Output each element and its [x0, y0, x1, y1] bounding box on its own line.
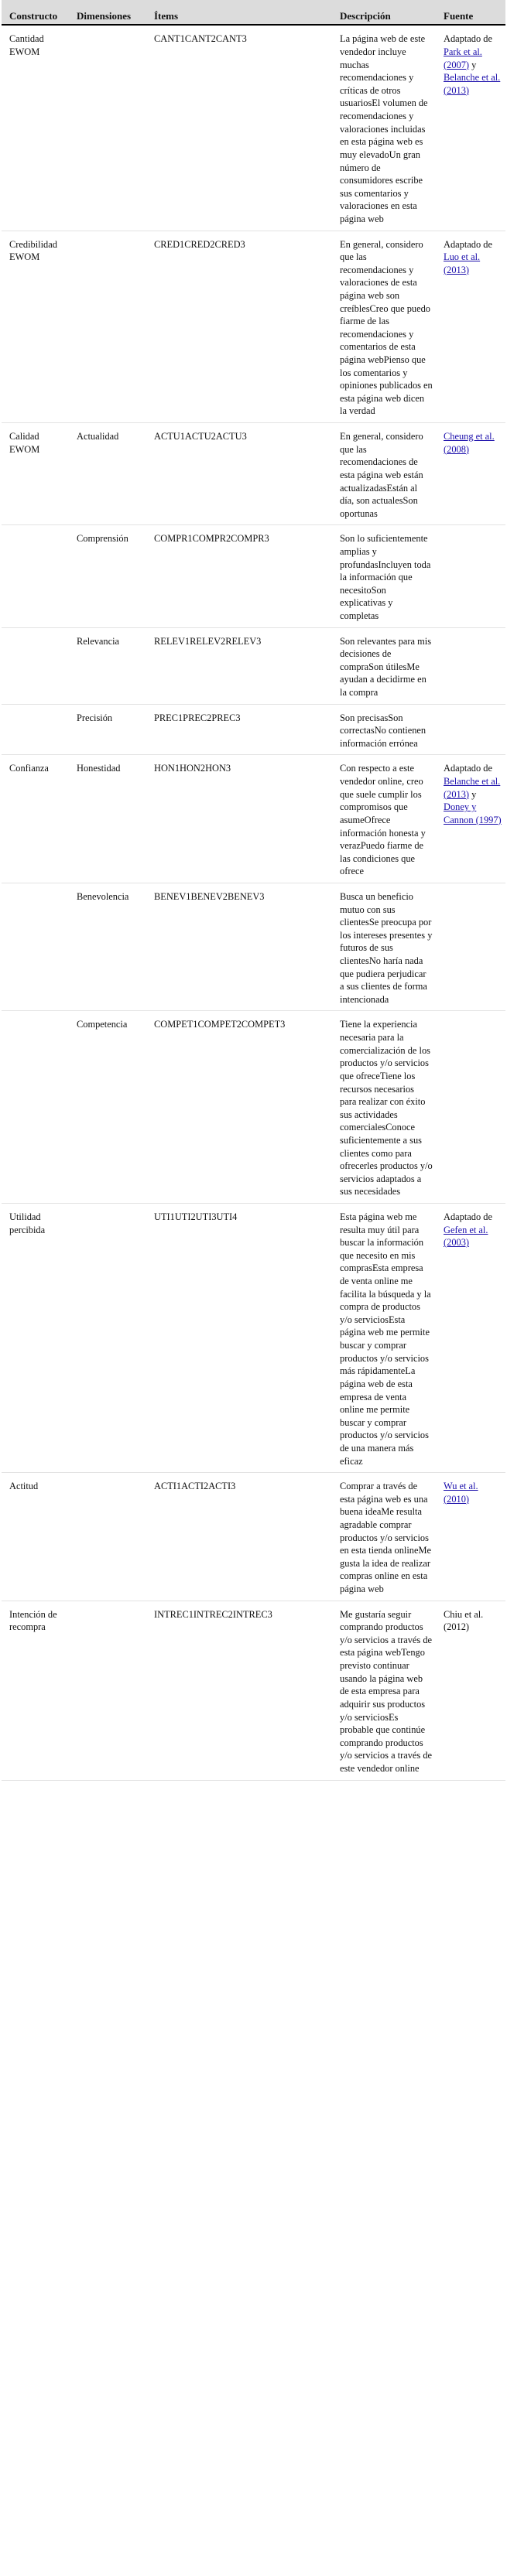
cell-source: [436, 1473, 505, 1601]
cell-construct: [2, 704, 69, 755]
cell-dimension: [69, 25, 146, 231]
cell-source: [436, 627, 505, 704]
cell-items: ACTU1ACTU2ACTU3: [146, 423, 332, 525]
cell-construct: [2, 1011, 69, 1204]
cell-dimension: [69, 231, 146, 423]
cell-items: COMPET1COMPET2COMPET3: [146, 1011, 332, 1204]
cell-items: BENEV1BENEV2BENEV3: [146, 883, 332, 1010]
header-dimensions: Dimensiones: [69, 0, 146, 25]
source-link[interactable]: Park et al. (2007): [444, 46, 482, 70]
cell-dimension: [69, 1203, 146, 1472]
cell-items: PREC1PREC2PREC3: [146, 704, 332, 755]
header-construct: Constructo: [2, 0, 69, 25]
header-items: Ítems: [146, 0, 332, 25]
cell-dimension: Precisión: [69, 704, 146, 755]
cell-source: [436, 704, 505, 755]
cell-items: UTI1UTI2UTI3UTI4: [146, 1203, 332, 1472]
cell-description: Con respecto a este vendedor online, creo que suele cumplir los compromisos que asumeOfrece información honesta y verazPuedo fiarme de las condiciones que ofrece: [332, 755, 436, 883]
table-row: [2, 231, 505, 423]
table-row: [2, 704, 505, 755]
table-row: [2, 25, 505, 231]
source-link[interactable]: Luo et al. (2013): [444, 251, 481, 275]
cell-construct: [2, 525, 69, 627]
cell-source: [436, 25, 505, 231]
cell-items: INTREC1INTREC2INTREC3: [146, 1601, 332, 1780]
cell-description: En general, considero que las recomendaciones y valoraciones de esta página web son creíblesCreo que puedo fiarme de las recomendaciones y comentarios de esta página webPienso que los comentarios y opiniones publicados en esta página web dicen la verdad: [332, 231, 436, 423]
cell-construct: Calidad EWOM: [2, 423, 69, 525]
cell-source: [436, 1011, 505, 1204]
table-row: [2, 1473, 505, 1601]
table-row: [2, 1203, 505, 1472]
source-link[interactable]: Doney y Cannon (1997): [444, 801, 502, 825]
cell-dimension: Actualidad: [69, 423, 146, 525]
header-source: Fuente: [436, 0, 505, 25]
cell-dimension: Relevancia: [69, 627, 146, 704]
cell-source: [436, 1203, 505, 1472]
cell-source: [436, 883, 505, 1010]
cell-description: En general, considero que las recomendaciones de esta página web están actualizadasEstán al día, son actualesSon oportunas: [332, 423, 436, 525]
table-row: [2, 627, 505, 704]
source-prefix: Adaptado de: [444, 1211, 492, 1222]
table-row: [2, 525, 505, 627]
table-row: [2, 1011, 505, 1204]
table-header-row: [2, 0, 505, 25]
cell-description: Son relevantes para mis decisiones de compraSon útilesMe ayudan a decidirme en la compra: [332, 627, 436, 704]
source-link[interactable]: Belanche et al. (2013): [444, 72, 501, 96]
table-row: [2, 755, 505, 883]
cell-description: Busca un beneficio mutuo con sus clientesSe preocupa por los intereses presentes y futuros de sus clientesNo haría nada que pudiera perjudicar a sus clientes de forma intencionada: [332, 883, 436, 1010]
cell-dimension: Honestidad: [69, 755, 146, 883]
cell-items: HON1HON2HON3: [146, 755, 332, 883]
cell-source: [436, 525, 505, 627]
cell-source: [436, 1601, 505, 1780]
cell-description: Tiene la experiencia necesaria para la comercialización de los productos y/o servicios que ofreceTiene los recursos necesarios para realizar con éxito sus actividades comercialesConoce suficientemente a sus clientes como para ofrecerles productos y/o servicios adaptados a sus necesidades: [332, 1011, 436, 1204]
source-prefix: Adaptado de: [444, 33, 492, 45]
cell-source: [436, 423, 505, 525]
cell-items: CRED1CRED2CRED3: [146, 231, 332, 423]
cell-construct: Utilidad percibida: [2, 1203, 69, 1472]
source-link[interactable]: Cheung et al. (2008): [444, 431, 495, 455]
cell-construct: [2, 883, 69, 1010]
table-row: [2, 1601, 505, 1780]
cell-dimension: [69, 1601, 146, 1780]
source-connector: y: [469, 788, 477, 800]
cell-construct: Intención de recompra: [2, 1601, 69, 1780]
cell-description: Son precisasSon correctasNo contienen información errónea: [332, 704, 436, 755]
cell-description: Son lo suficientemente amplias y profundasIncluyen toda la información que necesitoSon explicativas y completas: [332, 525, 436, 627]
cell-source: [436, 231, 505, 423]
cell-dimension: Benevolencia: [69, 883, 146, 1010]
table-row: [2, 423, 505, 525]
constructs-table: [2, 0, 505, 1781]
cell-dimension: Competencia: [69, 1011, 146, 1204]
cell-description: Me gustaría seguir comprando productos y/o servicios a través de esta página webTengo previsto continuar usando la página web de esta empresa para adquirir sus productos y/o serviciosEs probable que continúe comprando productos y/o servicios a través de este vendedor online: [332, 1601, 436, 1780]
cell-construct: Actitud: [2, 1473, 69, 1601]
cell-construct: Confianza: [2, 755, 69, 883]
cell-dimension: [69, 1473, 146, 1601]
source-prefix: Adaptado de: [444, 238, 492, 250]
cell-items: COMPR1COMPR2COMPR3: [146, 525, 332, 627]
table-row: [2, 883, 505, 1010]
cell-dimension: Comprensión: [69, 525, 146, 627]
source-plain: Chiu et al. (2012): [444, 1608, 484, 1633]
cell-items: RELEV1RELEV2RELEV3: [146, 627, 332, 704]
source-link[interactable]: Belanche et al. (2013): [444, 776, 501, 800]
source-link[interactable]: Gefen et al. (2003): [444, 1224, 488, 1249]
cell-items: CANT1CANT2CANT3: [146, 25, 332, 231]
cell-construct: Credibilidad EWOM: [2, 231, 69, 423]
cell-description: Comprar a través de esta página web es una buena ideaMe resulta agradable comprar productos y/o servicios en esta tienda onlineMe gusta la idea de realizar compras online en esta página web: [332, 1473, 436, 1601]
cell-source: [436, 755, 505, 883]
cell-construct: [2, 627, 69, 704]
cell-items: ACTI1ACTI2ACTI3: [146, 1473, 332, 1601]
source-connector: y: [469, 59, 477, 70]
header-description: Descripción: [332, 0, 436, 25]
cell-description: La página web de este vendedor incluye muchas recomendaciones y críticas de otros usuariosEl volumen de recomendaciones y valoraciones incluidas en esta página web es muy elevadoUn gran número de consumidores escribe sus comentarios y valoraciones en esta página web: [332, 25, 436, 231]
source-prefix: Adaptado de: [444, 763, 492, 774]
cell-description: Esta página web me resulta muy útil para buscar la información que necesito en mis comprasEsta empresa de venta online me facilita la búsqueda y la compra de productos y/o serviciosEsta página web me permite buscar y comprar productos y/o servicios más rápidamenteLa página web de esta empresa de venta online me permite buscar y comprar productos y/o servicios de una manera más eficaz: [332, 1203, 436, 1472]
cell-construct: Cantidad EWOM: [2, 25, 69, 231]
source-link[interactable]: Wu et al. (2010): [444, 1481, 478, 1505]
